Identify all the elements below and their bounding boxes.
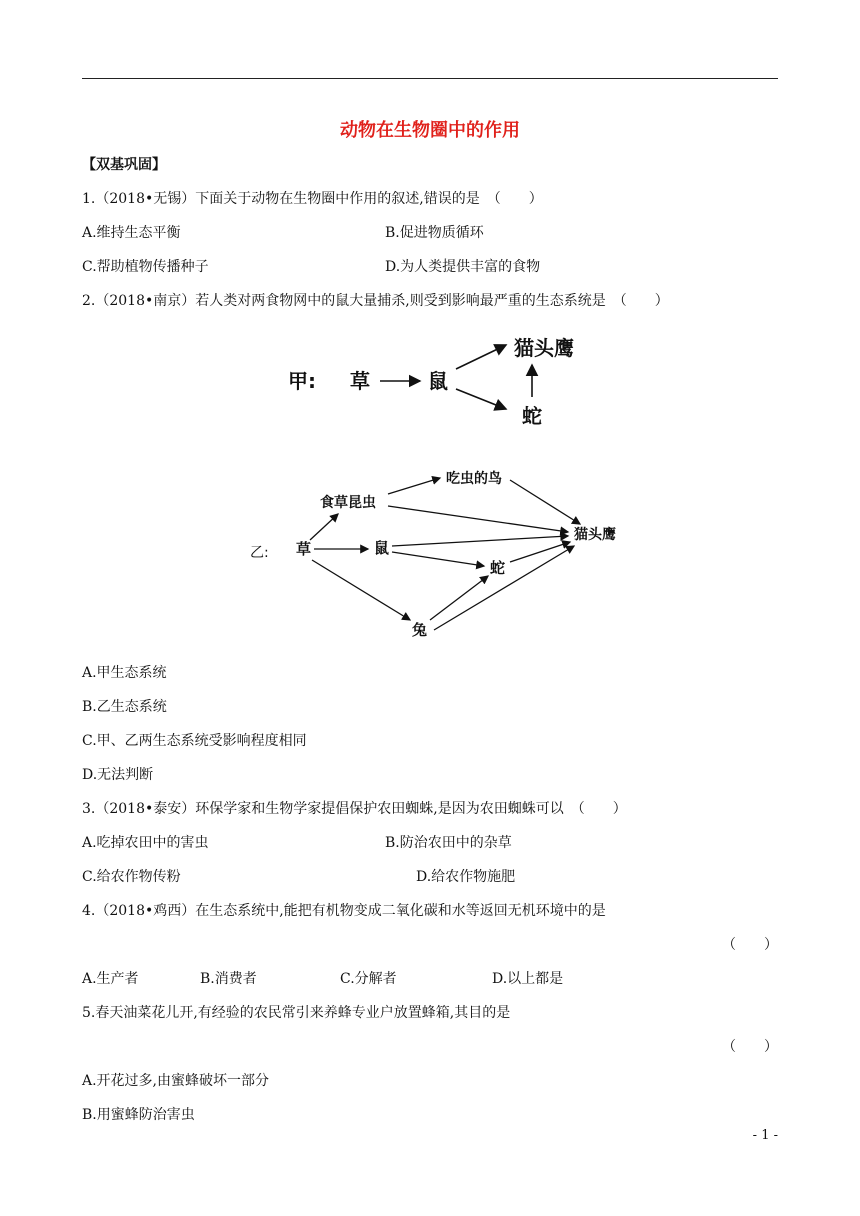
jia-arrow-mouse-snake xyxy=(456,389,506,409)
q3-option-b: B.防治农田中的杂草 xyxy=(385,835,512,851)
yi-node-bird: 吃虫的鸟 xyxy=(446,471,502,487)
q2-option-c: C.甲、乙两生态系统受影响程度相同 xyxy=(82,733,307,749)
q2-option-a: A.甲生态系统 xyxy=(82,665,167,681)
jia-node-mouse: 鼠 xyxy=(428,369,448,393)
q5-answer-paren: （ ） xyxy=(722,1039,778,1055)
yi-label: 乙: xyxy=(250,545,269,561)
q4-option-d: D.以上都是 xyxy=(492,971,564,987)
yi-node-owl: 猫头鹰 xyxy=(574,527,616,543)
yi-arrow-insect-bird xyxy=(388,478,440,494)
q2-option-d: D.无法判断 xyxy=(82,767,154,783)
jia-arrow-mouse-owl xyxy=(456,345,506,369)
q2-stem: 2.（2018•南京）若人类对两食物网中的鼠大量捕杀,则受到影响最严重的生态系统是 （ ） xyxy=(82,293,669,309)
food-web-jia xyxy=(270,325,600,435)
q4-option-a: A.生产者 xyxy=(82,971,139,987)
yi-arrow-mouse-owl xyxy=(392,536,568,546)
yi-arrow-rabbit-snake xyxy=(430,576,488,620)
q1-option-a: A.维持生态平衡 xyxy=(82,225,181,241)
jia-node-owl: 猫头鹰 xyxy=(514,336,574,360)
q4-option-b: B.消费者 xyxy=(200,971,257,987)
yi-node-snake: 蛇 xyxy=(490,559,506,577)
q1-stem: 1.（2018•无锡）下面关于动物在生物圈中作用的叙述,错误的是 （ ） xyxy=(82,191,543,207)
q3-option-a: A.吃掉农田中的害虫 xyxy=(82,835,209,851)
q1-option-d: D.为人类提供丰富的食物 xyxy=(385,259,541,275)
yi-node-rabbit: 兔 xyxy=(412,621,428,639)
q5-option-b: B.用蜜蜂防治害虫 xyxy=(82,1107,195,1123)
q2-option-b: B.乙生态系统 xyxy=(82,699,167,715)
yi-arrow-snake-owl xyxy=(510,542,570,562)
header-rule xyxy=(82,78,778,79)
yi-node-mouse: 鼠 xyxy=(374,539,390,557)
food-web-yi xyxy=(240,460,640,650)
yi-arrow-bird-owl xyxy=(510,480,580,524)
q3-option-c: C.给农作物传粉 xyxy=(82,869,181,885)
q3-option-d: D.给农作物施肥 xyxy=(416,869,516,885)
page-title: 动物在生物圈中的作用 xyxy=(340,120,520,141)
q5-stem: 5.春天油菜花儿开,有经验的农民常引来养蜂专业户放置蜂箱,其目的是 xyxy=(82,1005,511,1021)
q3-stem: 3.（2018•泰安）环保学家和生物学家提倡保护农田蜘蛛,是因为农田蜘蛛可以 （ ） xyxy=(82,801,627,817)
q5-option-a: A.开花过多,由蜜蜂破坏一部分 xyxy=(82,1073,270,1089)
yi-node-grass: 草 xyxy=(296,540,312,558)
jia-node-snake: 蛇 xyxy=(522,404,542,428)
yi-arrow-grass-insect xyxy=(310,514,338,540)
yi-arrow-mouse-snake xyxy=(392,552,484,566)
q4-stem: 4.（2018•鸡西）在生态系统中,能把有机物变成二氧化碳和水等返回无机环境中的是 xyxy=(82,903,606,919)
yi-node-insect: 食草昆虫 xyxy=(320,495,376,511)
q1-option-c: C.帮助植物传播种子 xyxy=(82,259,209,275)
page-number: - 1 - xyxy=(752,1128,778,1143)
q4-option-c: C.分解者 xyxy=(340,971,397,987)
q1-option-b: B.促进物质循环 xyxy=(385,225,484,241)
jia-node-grass: 草 xyxy=(350,369,370,393)
section-heading: 【双基巩固】 xyxy=(82,157,166,173)
jia-label: 甲: xyxy=(288,369,316,393)
yi-arrow-insect-owl xyxy=(388,506,568,532)
q4-answer-paren: （ ） xyxy=(722,937,778,953)
yi-arrow-grass-rabbit xyxy=(312,560,410,620)
